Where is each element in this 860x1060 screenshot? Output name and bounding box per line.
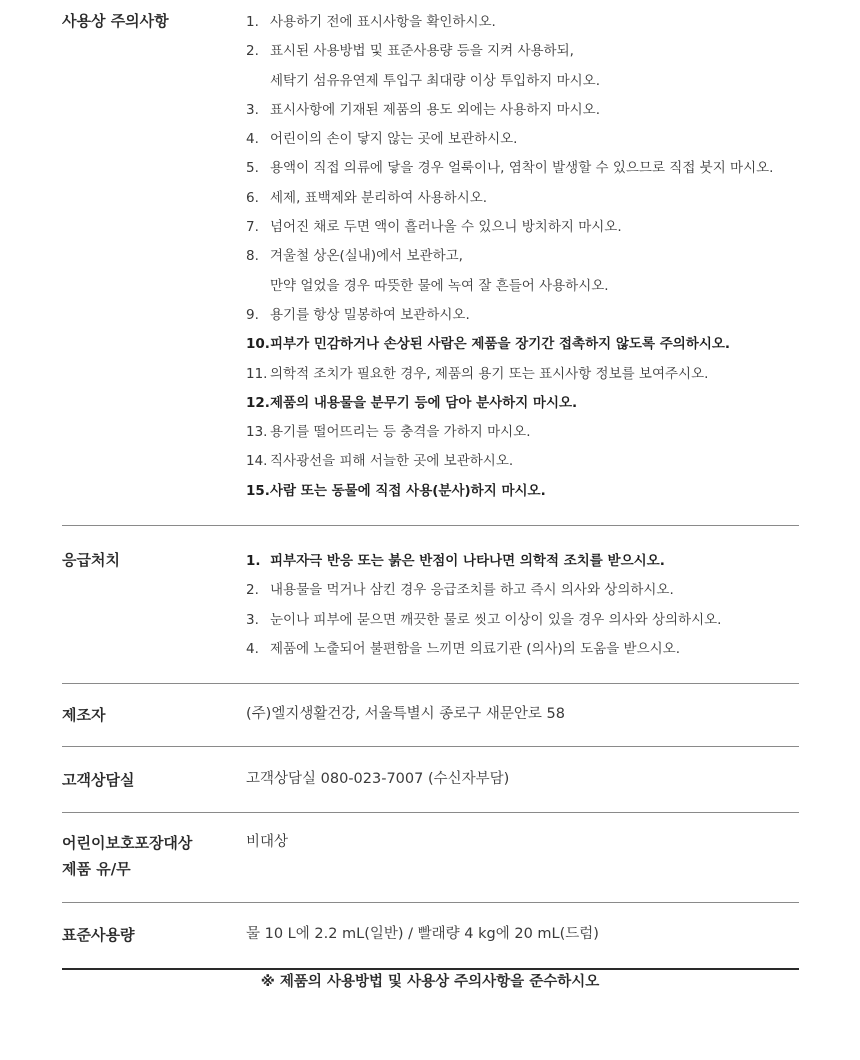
precaution-item (246, 389, 799, 418)
precaution-item-number: 14. (246, 453, 268, 470)
precaution-item (246, 477, 799, 506)
standard-usage-label: 표준사용량 (62, 926, 135, 945)
first-aid-label: 응급처치 (62, 551, 120, 570)
standard-usage-section (62, 903, 799, 970)
precaution-item (246, 447, 799, 476)
precaution-item (246, 37, 799, 96)
child-protection-section (62, 813, 799, 903)
precaution-item-text: 피부가 민감하거나 손상된 사람은 제품을 장기간 접촉하지 않도록 주의하시오. (270, 336, 731, 353)
precaution-item (246, 154, 799, 183)
precautions-list (246, 8, 799, 506)
precaution-item (246, 330, 799, 359)
precaution-item-text: 어린이의 손이 닿지 않는 곳에 보관하시오. (270, 131, 518, 148)
precaution-item-text: 표시사항에 기재된 제품의 용도 외에는 사용하지 마시오. (270, 101, 600, 118)
precaution-item (246, 96, 799, 125)
precaution-item-text: 사람 또는 동물에 직접 사용(분사)하지 마시오. (270, 482, 546, 499)
precaution-item-text: 제품의 내용물을 분무기 등에 담아 분사하지 마시오. (270, 394, 578, 411)
precaution-item-number: 7. (246, 219, 259, 236)
precaution-item-number: 12. (246, 394, 270, 411)
precaution-item-number: 9. (246, 306, 259, 323)
customer-service-value: 고객상담실 080-023-7007 (수신자부담) (246, 771, 510, 788)
customer-service-section (62, 747, 799, 813)
precaution-item (246, 301, 799, 330)
customer-service-label: 고객상담실 (62, 771, 135, 790)
footnote: ※ 제품의 사용방법 및 사용상 주의사항을 준수하시오 (260, 974, 600, 990)
precaution-item-text: 용기를 떨어뜨리는 등 충격을 가하지 마시오. (270, 424, 531, 441)
first-aid-item-text: 눈이나 피부에 묻으면 깨끗한 물로 씻고 이상이 있을 경우 의사와 상의하시오. (270, 611, 722, 628)
precaution-item-number: 10. (246, 336, 270, 353)
precaution-item-number: 8. (246, 248, 259, 265)
precaution-item-number: 2. (246, 43, 259, 60)
precaution-item-text: 의학적 조치가 필요한 경우, 제품의 용기 또는 표시사항 정보를 보여주시오. (270, 365, 709, 382)
precaution-item-text: 겨울철 상온(실내)에서 보관하고, 만약 얼었을 경우 따뜻한 물에 녹여 잘 흔들어 사용하시오. (270, 248, 609, 294)
precaution-item (246, 213, 799, 242)
precaution-item-text: 넘어진 채로 두면 액이 흘러나올 수 있으니 방치하지 마시오. (270, 219, 622, 236)
child-protection-value: 비대상 (246, 834, 289, 851)
precaution-item-text: 직사광선을 피해 서늘한 곳에 보관하시오. (270, 453, 514, 470)
precaution-item-number: 13. (246, 424, 268, 441)
first-aid-section (62, 526, 799, 684)
standard-usage-value: 물 10 L에 2.2 mL(일반) / 빨래량 4 kg에 20 mL(드럼) (246, 926, 599, 943)
precautions-label: 사용상 주의사항 (62, 12, 169, 30)
first-aid-item (246, 635, 799, 664)
first-aid-item-number: 1. (246, 553, 261, 570)
manufacturer-value: (주)엘지생활건강, 서울특별시 종로구 새문안로 58 (246, 706, 565, 723)
manufacturer-section (62, 684, 799, 747)
first-aid-item-text: 내용물을 먹거나 삼킨 경우 응급조치를 하고 즉시 의사와 상의하시오. (270, 582, 674, 599)
product-info-table (62, 0, 799, 970)
precaution-item-number: 5. (246, 160, 259, 177)
precaution-item-number: 3. (246, 101, 259, 118)
precaution-item-text: 사용하기 전에 표시사항을 확인하시오. (270, 14, 496, 30)
first-aid-item-text: 제품에 노출되어 불편함을 느끼면 의료기관 (의사)의 도움을 받으시오. (270, 640, 681, 657)
first-aid-item-number: 2. (246, 582, 259, 599)
precaution-item-text: 표시된 사용방법 및 표준사용량 등을 지켜 사용하되, 세탁기 섬유유연제 투입구 최대량 이상 투입하지 마시오. (270, 43, 600, 89)
child-protection-label: 어린이보호포장대상 제품 유/무 (62, 834, 193, 879)
precaution-item-number: 11. (246, 365, 268, 382)
precaution-item-number: 6. (246, 189, 259, 206)
precautions-section (62, 0, 799, 526)
precaution-item-text: 세제, 표백제와 분리하여 사용하시오. (270, 189, 488, 206)
manufacturer-label: 제조자 (62, 706, 106, 725)
first-aid-item (246, 547, 799, 576)
first-aid-item-text: 피부자극 반응 또는 붉은 반점이 나타나면 의학적 조치를 받으시오. (270, 553, 665, 570)
precaution-item (246, 360, 799, 389)
first-aid-item (246, 576, 799, 605)
precaution-item-number: 15. (246, 482, 270, 499)
first-aid-list (246, 547, 799, 664)
first-aid-item-number: 4. (246, 640, 259, 657)
precaution-item-text: 용기를 항상 밀봉하여 보관하시오. (270, 306, 470, 323)
precaution-item (246, 418, 799, 447)
precaution-item (246, 8, 799, 37)
first-aid-item (246, 606, 799, 635)
precaution-item-number: 4. (246, 131, 259, 148)
precaution-item (246, 125, 799, 154)
first-aid-item-number: 3. (246, 611, 259, 628)
precaution-item (246, 184, 799, 213)
precaution-item-number: 1. (246, 14, 259, 30)
precaution-item (246, 242, 799, 301)
precaution-item-text: 용액이 직접 의류에 닿을 경우 얼룩이나, 염착이 발생할 수 있으므로 직접 붓지 마시오. (270, 160, 774, 177)
